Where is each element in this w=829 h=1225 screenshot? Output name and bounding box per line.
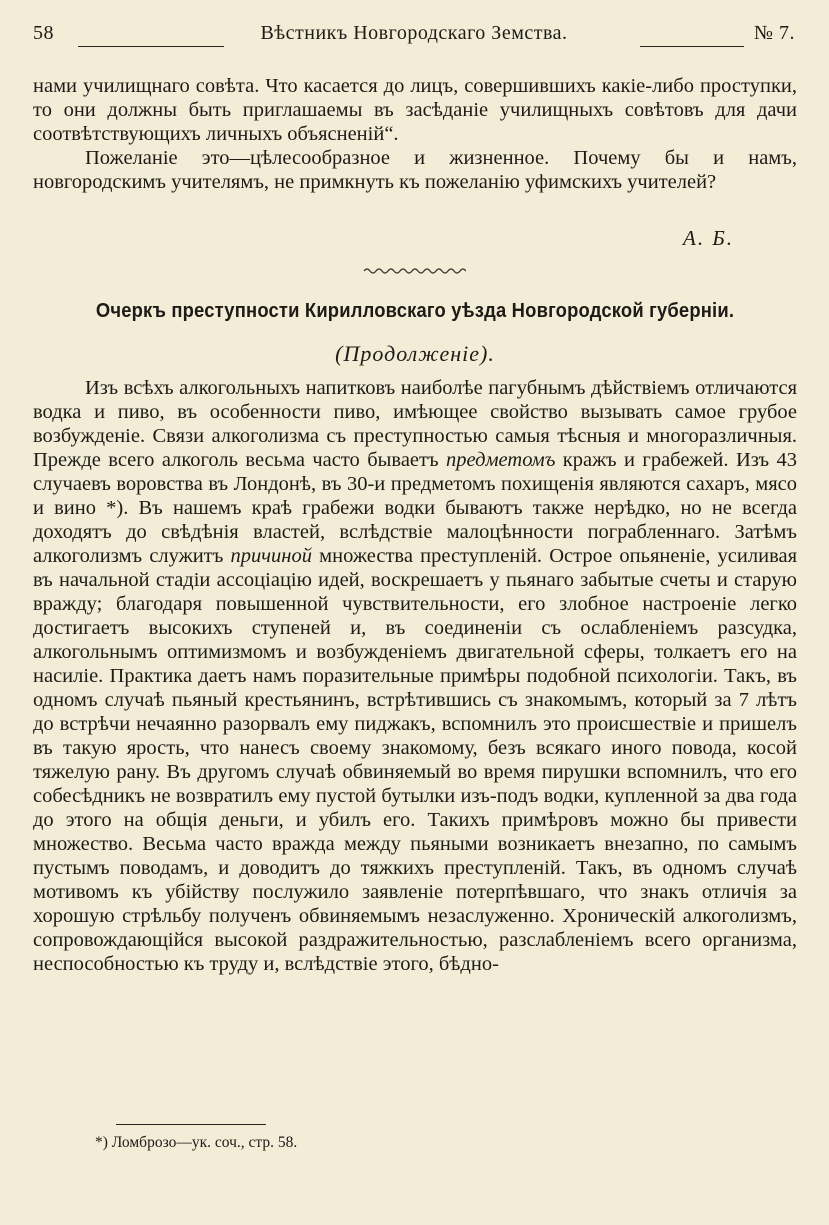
page-number: 58	[33, 22, 54, 44]
author-signature: А. Б.	[683, 226, 734, 250]
issue-number: № 7.	[753, 22, 795, 44]
paragraph: Пожеланіе это—цѣлесообразное и жизненное. Почему бы и намъ, новгородскимъ учителямъ, не примкнуть къ пожеланію уфимскихъ учителей?	[33, 147, 797, 193]
paragraph: нами училищнаго совѣта. Что касается до лицъ, совершившихъ какіе-либо проступки, то они должны быть приглашаемы въ засѣданіе училищныхъ совѣтовъ для дачи соотвѣтствующихъ личныхъ объясненій“.	[33, 75, 797, 145]
paragraph	[33, 376, 797, 976]
article-body	[33, 376, 797, 976]
running-header	[33, 22, 795, 48]
text-run: Изъ всѣхъ алкогольныхъ напитковъ наиболѣе пагубнымъ дѣйствіемъ отличаются водка и пиво, въ особенности пиво, имѣющее свойство вызывать самое грубое возбужденіе. Связи алкоголизма съ преступностью самыя тѣсныя и многоразличныя. Прежде всего алкоголь весьма часто бываетъ	[33, 377, 797, 471]
text-run: множества преступленій. Острое опьяненіе, усиливая въ начальной стадіи ассоціацію идей, воскрешаетъ у пьянаго забытые счеты и старую вражду; благодаря повышенной чувствительности, его злобное настроеніе легко достигаетъ высокихъ ступеней и, въ соединеніи съ ослабленіемъ разсудка, алкогольнымъ оптимизмомъ и возбужденіемъ двигательной сферы, толкаетъ его на насиліе. Практика даетъ намъ поразительные примѣры подобной психологіи. Такъ, въ одномъ случаѣ пьяный крестьянинъ, встрѣтившись съ знакомымъ, который за 7 лѣтъ до встрѣчи нечаянно разорвалъ ему пиджакъ, вспомнилъ это происшествіе и пришелъ въ такую ярость, что нанесъ своему знакомому, безъ всякаго иного повода, косой тяжелую рану. Въ другомъ случаѣ обвиняемый во время пирушки вспомнилъ, что его собесѣдникъ не возвратилъ ему пустой бутылки изъ-подъ водки, купленной за два года до этого на общія деньги, и убилъ его. Такихъ примѣровъ можно бы привести множество. Весьма часто вражда между пьяными возникаетъ внезапно, по самымъ пустымъ поводамъ, и доводитъ до тяжкихъ преступленій. Такъ, въ одномъ случаѣ мотивомъ къ убійству послужило заявленіе потерпѣвшаго, что знакъ отличія за хорошую стрѣльбу полученъ обвиняемымъ незаслуженно. Хроническій алкоголизмъ, сопровождающійся высокой раздражительностью, разслабленіемъ всего организма, неспособностью къ труду и, вслѣдствіе этого, бѣдно-	[33, 545, 798, 975]
footnote-rule	[116, 1124, 266, 1125]
article-title: Очеркъ преступности Кирилловскаго уѣзда Новгородской губерніи.	[95, 300, 735, 322]
italic-word: предметомъ	[446, 449, 556, 471]
continued-label: (Продолженіе).	[335, 341, 495, 366]
header-rule-left	[78, 46, 224, 47]
header-rule-right	[640, 46, 744, 47]
previous-article-ending	[33, 74, 797, 194]
wavy-separator-ornament	[362, 265, 466, 277]
text-run: кражъ и грабежей. Изъ 43 случаевъ воровства въ Лондонѣ, въ 30-и предметомъ похищенія являются сахаръ, мясо и вино *). Въ нашемъ краѣ грабежи водки бываютъ также нерѣдко, но не всегда доходятъ до свѣдѣнія властей, вслѣдствіе малоцѣнности пограбленнаго. Затѣмъ алкоголизмъ служитъ	[33, 449, 798, 567]
footnote: *) Ломброзо—ук. соч., стр. 58.	[95, 1134, 298, 1151]
journal-title: Вѣстникъ Новгородскаго Земства.	[260, 22, 568, 44]
italic-word: причиной	[230, 545, 312, 567]
